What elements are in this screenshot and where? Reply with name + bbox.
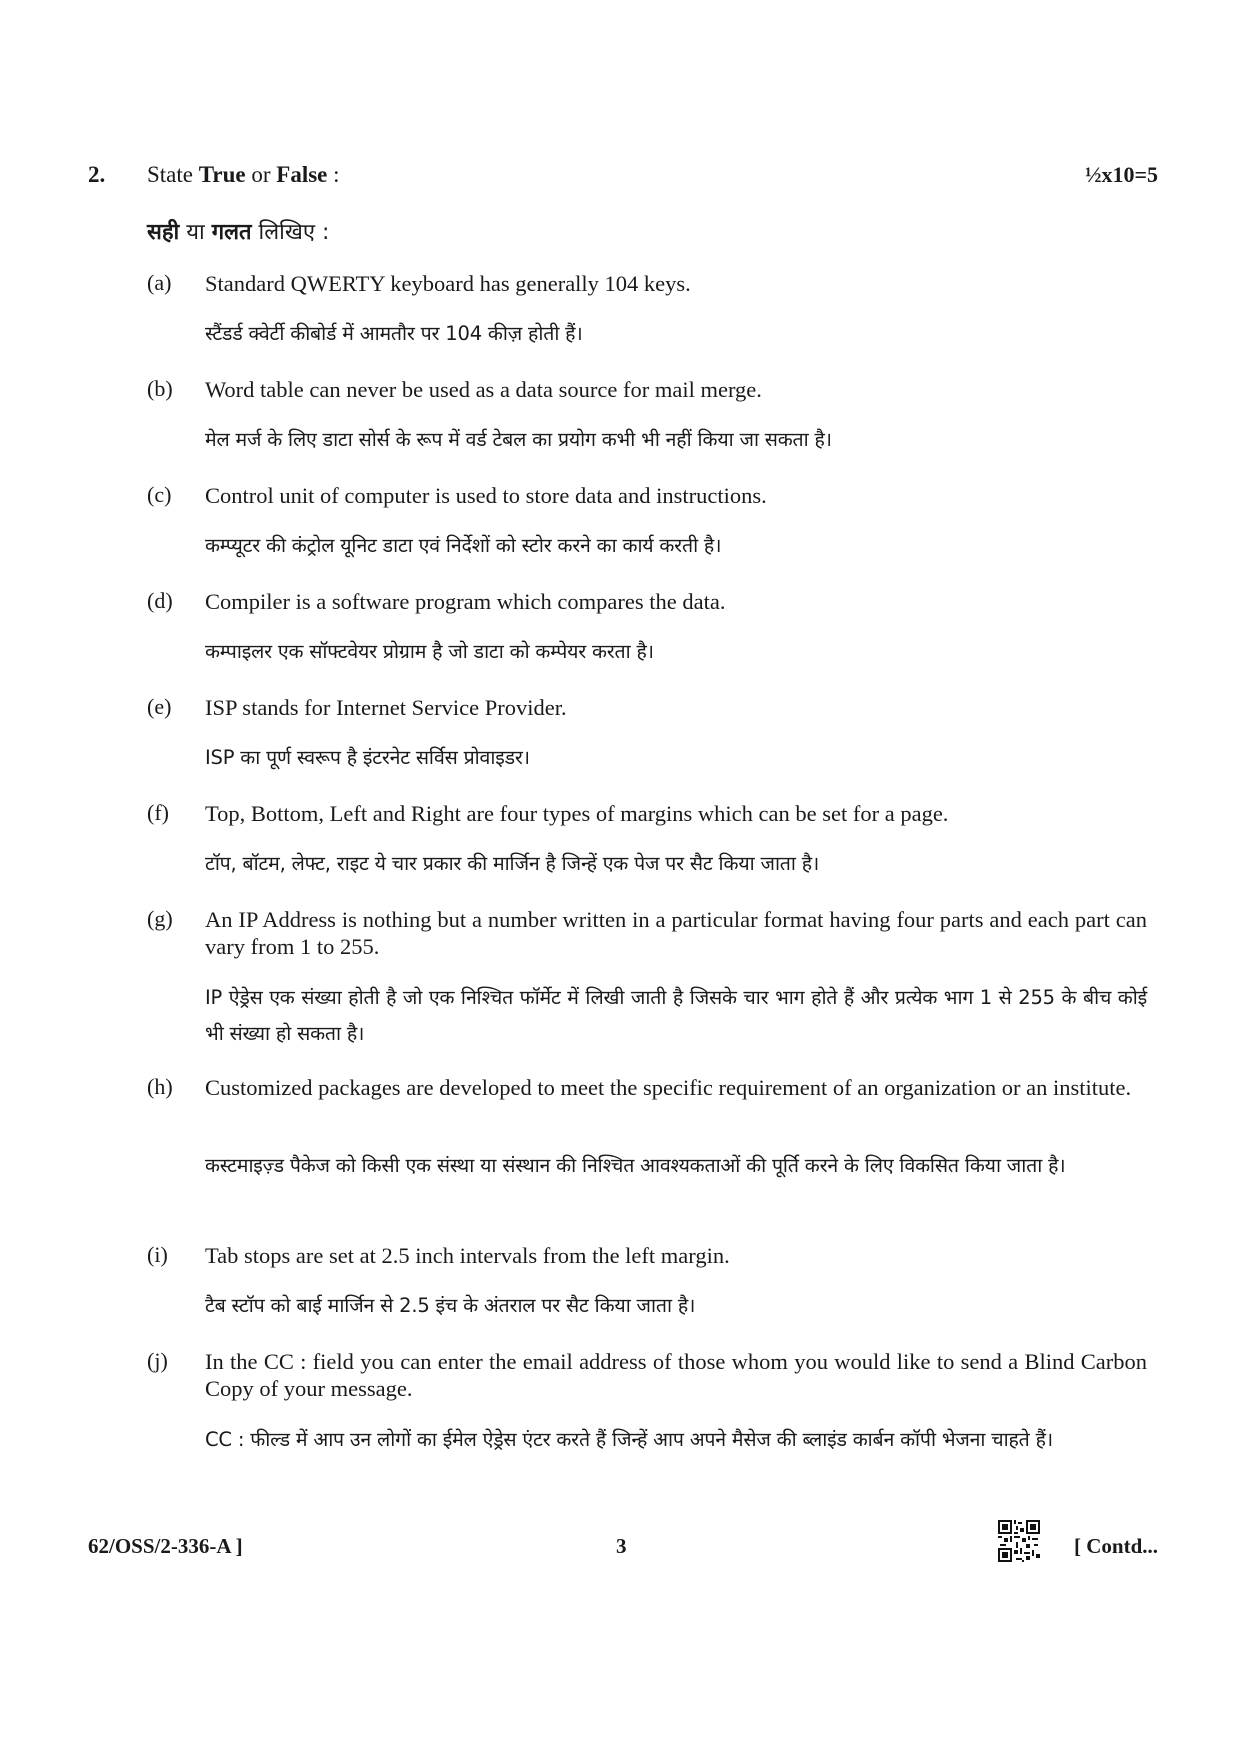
statement-label: (f)	[147, 800, 169, 825]
question-number: 2.	[88, 162, 106, 187]
statement-english: Compiler is a software program which compares the data.	[205, 589, 726, 614]
statement-label: (e)	[147, 694, 172, 719]
statement-label: (j)	[147, 1348, 168, 1373]
statement-hindi: ISP का पूर्ण स्वरूप है इंटरनेट सर्विस प्रोवाइडर।	[205, 746, 530, 769]
statement-english: ISP stands for Internet Service Provider.	[205, 695, 567, 720]
statement-label: (a)	[147, 270, 172, 295]
statement-english: In the CC : field you can enter the email address of those whom you would like to send a Blind Carbon Copy of your message.	[205, 1349, 1147, 1401]
statement-label: (i)	[147, 1242, 168, 1267]
statement-hindi: मेल मर्ज के लिए डाटा सोर्स के रूप में वर्ड टेबल का प्रयोग कभी भी नहीं किया जा सकता है।	[205, 428, 832, 451]
statement-hindi: कम्प्यूटर की कंट्रोल यूनिट डाटा एवं निर्देशों को स्टोर करने का कार्य करती है।	[205, 534, 722, 557]
continued-note: [ Contd...	[1073, 1534, 1158, 1558]
statement-english: Control unit of computer is used to store data and instructions.	[205, 483, 767, 508]
statement-hindi: IP ऐड्रेस एक संख्या होती है जो एक निश्चित फॉर्मेट में लिखी जाती है जिसके चार भाग होते हैं और प्रत्येक भाग 1 से 255 के बीच कोई भी संख्या हो सकता है।	[205, 986, 1147, 1045]
statement-hindi: CC : फील्ड में आप उन लोगों का ईमेल ऐड्रेस एंटर करते हैं जिन्हें आप अपने मैसेज की ब्लाइंड कार्बन कॉपी भेजना चाहते हैं।	[205, 1428, 1053, 1451]
statement-hindi: स्टैंडर्ड क्वेर्टी कीबोर्ड में आमतौर पर 104 कीज़ होती हैं।	[205, 322, 583, 345]
question-marks: ½x10=5	[1084, 162, 1158, 187]
statement-english: Tab stops are set at 2.5 inch intervals from the left margin.	[205, 1243, 730, 1268]
question-header	[88, 162, 1158, 198]
statement-label: (b)	[147, 376, 173, 401]
statement-english: Top, Bottom, Left and Right are four types of margins which can be set for a page.	[205, 801, 949, 826]
statement-hindi: कस्टमाइज़्ड पैकेज को किसी एक संस्था या संस्थान की निश्चित आवश्यकताओं की पूर्ति करने के लिए विकसित किया जाता है।	[205, 1154, 1066, 1177]
qr-code-icon	[998, 1520, 1040, 1562]
statement-hindi: टैब स्टॉप को बाई मार्जिन से 2.5 इंच के अंतराल पर सैट किया जाता है।	[205, 1294, 696, 1317]
page-number: 3	[616, 1534, 627, 1558]
question-title: State True or False :	[147, 162, 340, 187]
statement-label: (c)	[147, 482, 172, 507]
paper-code: 62/OSS/2-336-A ]	[88, 1534, 243, 1558]
statement-english: Word table can never be used as a data source for mail merge.	[205, 377, 762, 402]
statement-hindi: टॉप, बॉटम, लेफ्ट, राइट ये चार प्रकार की मार्जिन है जिन्हें एक पेज पर सैट किया जाता है।	[205, 852, 820, 875]
statement-label: (d)	[147, 588, 173, 613]
statement-hindi: कम्पाइलर एक सॉफ्टवेयर प्रोग्राम है जो डाटा को कम्पेयर करता है।	[205, 640, 654, 663]
question-title-hindi: सही या गलत लिखिए :	[147, 220, 330, 245]
statement-label: (h)	[147, 1074, 173, 1099]
statement-english: Customized packages are developed to meet the specific requirement of an organization or an institute.	[205, 1075, 1132, 1100]
statement-label: (g)	[147, 906, 173, 931]
page-footer	[88, 1520, 1158, 1570]
statement-english: An IP Address is nothing but a number written in a particular format having four parts and each part can vary from 1 to 255.	[205, 907, 1147, 959]
statement-english: Standard QWERTY keyboard has generally 104 keys.	[205, 271, 691, 296]
